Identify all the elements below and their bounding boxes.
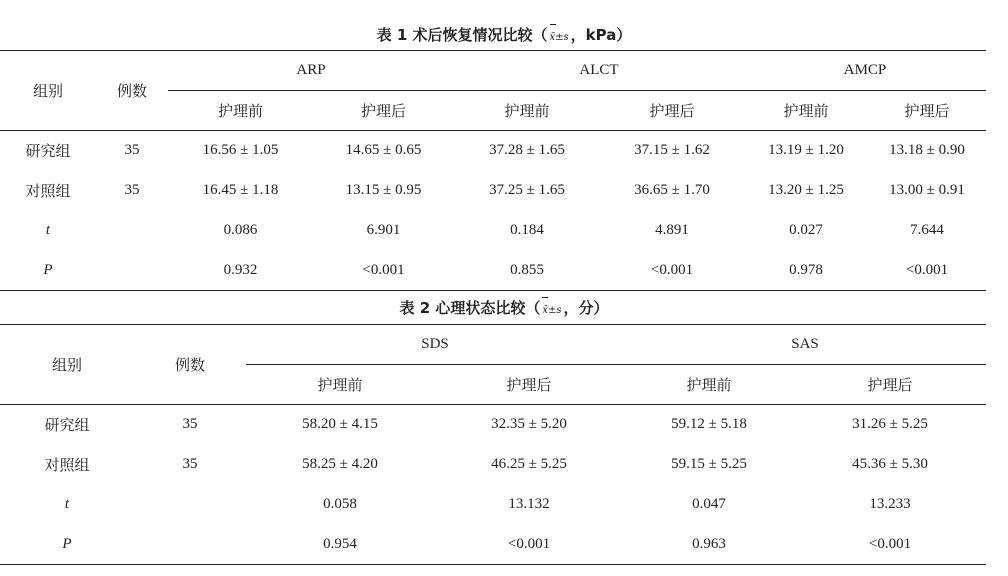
table-cell: 46.25 ± 5.25 [491, 456, 567, 472]
row-label: t [64, 496, 70, 512]
table-row [0, 251, 986, 291]
table-row [0, 485, 986, 525]
table-row [0, 405, 986, 445]
table1-subheader: 护理后 [868, 91, 986, 131]
table-cell: <0.001 [434, 525, 624, 565]
table1-group-header: ARP [168, 51, 454, 91]
table-cell: 0.184 [510, 222, 544, 238]
row-label: t [45, 222, 51, 238]
table-cell: 36.65 ± 1.70 [634, 182, 710, 198]
table-row [0, 525, 986, 565]
table-cell: 37.25 ± 1.65 [489, 182, 565, 198]
row-count: 35 [182, 456, 198, 472]
table-cell: 13.00 ± 0.91 [889, 182, 965, 198]
row-count: 35 [124, 142, 140, 159]
table1-subheader: 护理后 [313, 91, 454, 131]
table-row [0, 131, 986, 171]
table-cell: 58.25 ± 4.20 [302, 456, 378, 472]
table-cell: 0.027 [789, 222, 823, 238]
table-cell: 7.644 [910, 222, 944, 238]
table-cell: 16.45 ± 1.18 [202, 182, 279, 198]
table1-group-header: ALCT [454, 51, 744, 91]
table1-subheader: 护理后 [600, 91, 744, 131]
table1-group-header: AMCP [744, 51, 986, 91]
table1-caption-title: 表 1 术后恢复情况比较（ [376, 26, 548, 44]
table1-caption [0, 25, 1008, 48]
table-cell: 13.15 ± 0.95 [345, 182, 422, 198]
table-cell: 0.086 [223, 222, 258, 238]
table-cell: 0.978 [744, 251, 868, 291]
table2-subheader: 护理前 [624, 365, 794, 405]
table2 [0, 324, 986, 565]
table1-subheader: 护理前 [744, 91, 868, 131]
row-count [134, 485, 246, 525]
table-cell: 58.20 ± 4.15 [302, 416, 378, 433]
row-count: 35 [182, 416, 198, 433]
table-cell: 0.932 [168, 251, 313, 291]
row-label: 对照组 [44, 458, 90, 474]
table-cell: <0.001 [794, 525, 986, 565]
table-cell: 0.047 [692, 496, 726, 512]
table-cell: 59.12 ± 5.18 [671, 416, 747, 433]
row-label: 研究组 [44, 418, 90, 435]
table-cell: 0.963 [624, 525, 794, 565]
table1 [0, 50, 986, 291]
table2-caption-stat: x̄±s [542, 301, 561, 321]
row-label: 研究组 [25, 144, 71, 161]
table2-row-header: 组别 [0, 325, 134, 405]
table-cell: 13.20 ± 1.25 [768, 182, 844, 198]
table2-group-header: SAS [624, 325, 986, 365]
row-label: P [0, 525, 134, 565]
table-cell: <0.001 [313, 251, 454, 291]
table-cell: 13.18 ± 0.90 [889, 142, 965, 159]
table1-row-header: 组别 [0, 51, 96, 131]
table-cell: 32.35 ± 5.20 [491, 416, 567, 433]
table-cell: 0.855 [454, 251, 600, 291]
table-cell: 4.891 [655, 222, 689, 238]
table-cell: 0.058 [323, 496, 357, 512]
row-count [134, 525, 246, 565]
row-label: 对照组 [25, 184, 71, 200]
table2-subheader: 护理前 [246, 365, 434, 405]
table1-subheader: 护理前 [168, 91, 313, 131]
table-cell: 13.233 [869, 496, 911, 512]
table1-caption-stat: x̄±s [550, 28, 569, 48]
table-cell: 0.954 [246, 525, 434, 565]
table-row [0, 171, 986, 211]
table-cell: 37.15 ± 1.62 [634, 142, 710, 159]
table2-subheader: 护理后 [434, 365, 624, 405]
table-cell: 45.36 ± 5.30 [852, 456, 928, 472]
table-cell: 13.132 [508, 496, 550, 512]
table-row [0, 211, 986, 251]
table1-caption-unit: ，kPa） [570, 26, 632, 44]
table-row [0, 445, 986, 485]
table2-caption [0, 298, 1008, 321]
table-cell: 16.56 ± 1.05 [202, 142, 279, 159]
table-cell: 37.28 ± 1.65 [489, 142, 565, 159]
table1-subheader: 护理前 [454, 91, 600, 131]
table2-caption-unit: ，分） [563, 299, 609, 317]
table1-count-header: 例数 [96, 51, 168, 131]
table2-group-header: SDS [246, 325, 624, 365]
table-cell: <0.001 [600, 251, 744, 291]
row-count [96, 251, 168, 291]
table-cell: <0.001 [868, 251, 986, 291]
row-count [96, 211, 168, 251]
table-cell: 14.65 ± 0.65 [345, 142, 422, 159]
row-count: 35 [124, 182, 140, 198]
table2-caption-title: 表 2 心理状态比较（ [399, 299, 541, 317]
table-cell: 13.19 ± 1.20 [768, 142, 844, 159]
table2-subheader: 护理后 [794, 365, 986, 405]
table-cell: 6.901 [366, 222, 401, 238]
table2-count-header: 例数 [134, 325, 246, 405]
table-cell: 59.15 ± 5.25 [671, 456, 747, 472]
table-cell: 31.26 ± 5.25 [852, 416, 928, 433]
row-label: P [0, 251, 96, 291]
